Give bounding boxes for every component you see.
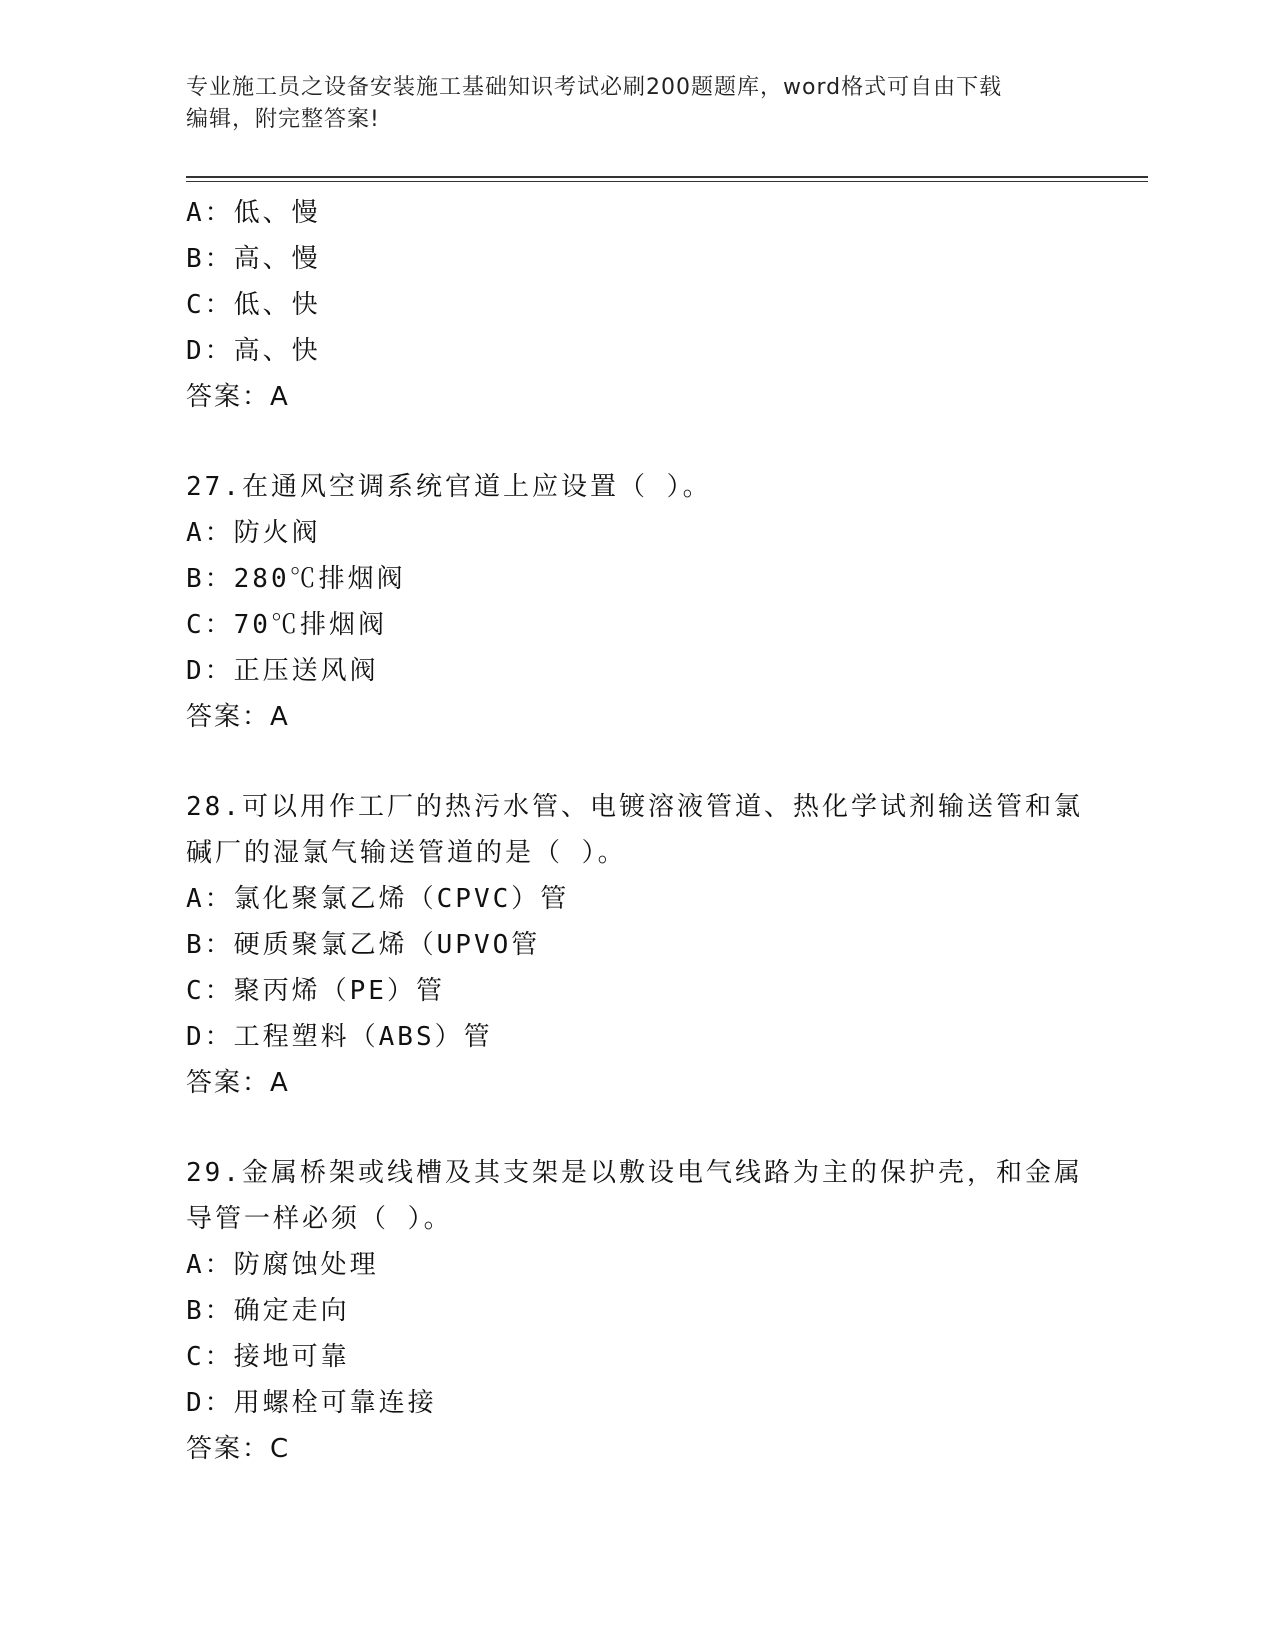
- question-list: [186, 190, 1086, 1472]
- question-29: [186, 1150, 1086, 1472]
- option-a: A：低、慢: [186, 198, 321, 228]
- option-b: B：280℃排烟阀: [186, 564, 406, 594]
- answer-line: 答案：C: [186, 1434, 291, 1464]
- option-b: B：高、慢: [186, 244, 321, 274]
- spacer: [186, 420, 1086, 464]
- question-stem-line-1: 29.金属桥架或线槽及其支架是以敷设电气线路为主的保护壳，和金属: [186, 1158, 1083, 1188]
- spacer: [186, 1106, 1086, 1150]
- option-c: C：70℃排烟阀: [186, 610, 387, 640]
- option-a: A：防腐蚀处理: [186, 1250, 379, 1280]
- option-c: C：聚丙烯（PE）管: [186, 976, 445, 1006]
- question-28: [186, 784, 1086, 1106]
- question-26: [186, 190, 1086, 420]
- header-divider-thin: [186, 181, 1148, 182]
- question-stem-line-1: 28.可以用作工厂的热污水管、电镀溶液管道、热化学试剂输送管和氯: [186, 792, 1083, 822]
- header-divider-thick: [186, 176, 1148, 178]
- question-stem-line-1: 27.在通风空调系统官道上应设置（ ）。: [186, 472, 712, 502]
- option-c: C：接地可靠: [186, 1342, 350, 1372]
- option-d: D：工程塑料（ABS）管: [186, 1022, 493, 1052]
- answer-line: 答案：A: [186, 702, 290, 732]
- header-title-line-2: 编辑，附完整答案!: [186, 107, 380, 132]
- question-stem-line-2: 导管一样必须（ ）。: [186, 1204, 453, 1234]
- option-b: B：硬质聚氯乙烯（UPVO管: [186, 930, 541, 960]
- option-a: A：防火阀: [186, 518, 321, 548]
- option-a: A：氯化聚氯乙烯（CPVC）管: [186, 884, 570, 914]
- question-27: [186, 464, 1086, 740]
- document-header: [186, 72, 1066, 136]
- option-d: D：正压送风阀: [186, 656, 379, 686]
- answer-line: 答案：A: [186, 1068, 290, 1098]
- option-d: D：高、快: [186, 336, 321, 366]
- question-stem-line-2: 碱厂的湿氯气输送管道的是（ ）。: [186, 838, 627, 868]
- header-title-line-1: 专业施工员之设备安装施工基础知识考试必刷200题题库，word格式可自由下载: [186, 75, 1003, 100]
- option-d: D：用螺栓可靠连接: [186, 1388, 437, 1418]
- answer-line: 答案：A: [186, 382, 290, 412]
- spacer: [186, 740, 1086, 784]
- option-b: B：确定走向: [186, 1296, 350, 1326]
- option-c: C：低、快: [186, 290, 321, 320]
